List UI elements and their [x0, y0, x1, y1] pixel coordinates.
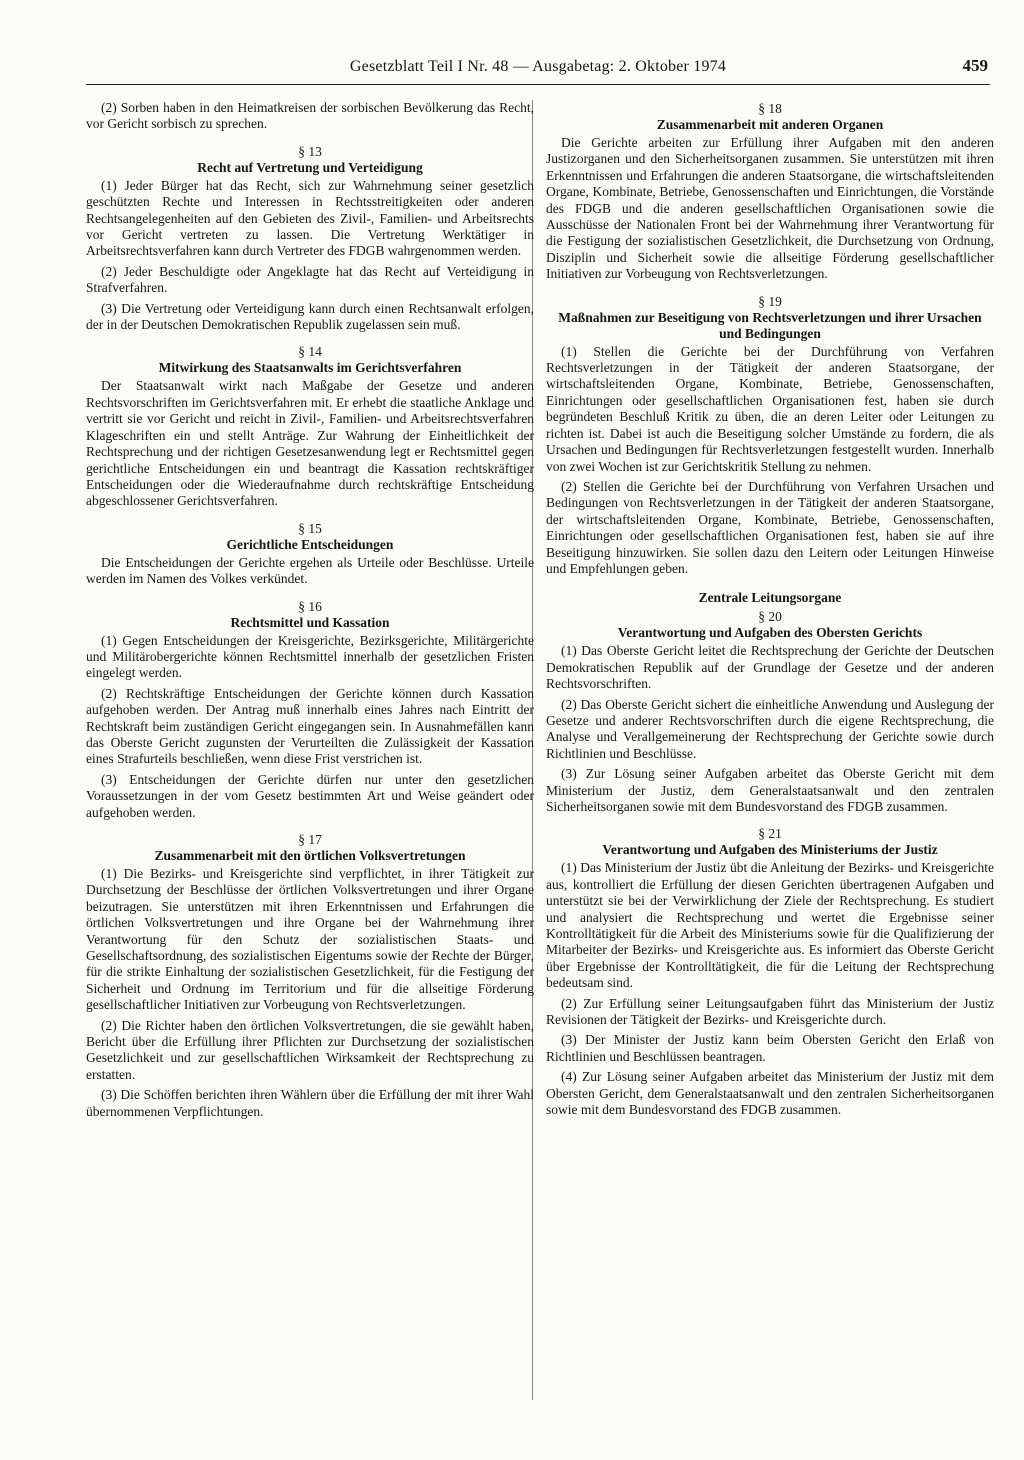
paragraph: Die Entscheidungen der Gerichte ergehen als Urteile oder Beschlüsse. Urteile werden im Namen des Volkes verkündet.: [86, 554, 534, 587]
paragraph: (2) Zur Erfüllung seiner Leitungsaufgaben führt das Ministerium der Justiz Revisionen der Tätigkeit der Bezirks- und Kreisgerichte durch.: [546, 995, 994, 1028]
section-number: § 18: [758, 101, 782, 116]
section-title: Verantwortung und Aufgaben des Obersten Gerichts: [617, 625, 923, 641]
paragraph: (2) Stellen die Gerichte bei der Durchführung von Verfahren Ursachen und Bedingungen von Rechtsverletzungen in der Tätigkeit der anderen Staatsorgane, der wirtschaftsleitenden Organe, Kombinate, Betriebe, Genossenschaften, Einrichtungen oder gesellschaftlichen Organisationen fest, haben sie auf ihre Beseitigung hinzuwirken. Sie sollen dazu den Leitern oder Leitungen Hinweise und Empfehlungen geben.: [546, 478, 994, 576]
section-title: Zusammenarbeit mit den örtlichen Volksvertretungen: [154, 848, 466, 863]
page-header: [86, 54, 990, 85]
section-number: § 19: [758, 293, 782, 309]
section-title: Rechtsmittel und Kassation: [230, 614, 390, 630]
left-column: [86, 100, 534, 1430]
paragraph: (1) Jeder Bürger hat das Recht, sich zur Wahrnehmung seiner gesetzlich geschützten Rechte und Interessen in Rechtsstreitigkeiten oder anderen Rechtsangelegenheiten auf den Gebieten des Zivil-, Familien- und Arbeitsrechts vor Gericht vertreten zu lassen. Die Vertretung Werktätiger in Arbeitsrechtsverfahren kann durch Vertreter des FDGB wahrgenommen werden.: [86, 177, 534, 259]
section-14-heading: [86, 343, 534, 376]
paragraph: (2) Die Richter haben den örtlichen Volksvertretungen, die sie gewählt haben, Bericht über die Erfüllung ihrer Pflichten zur Durchsetzung der sozialistischen Gesetzlichkeit und zur gesellschaftlichen Wirksamkeit der Rechtsprechung zu erstatten.: [86, 1017, 534, 1082]
paragraph: Die Gerichte arbeiten zur Erfüllung ihrer Aufgaben mit den anderen Justizorganen und den Sicherheitsorganen zusammen. Sie unterstützen mit ihren Erkenntnissen und Erfahrungen die anderen Staatsorgane, die wirtschaftsleitenden Organe, Kombinate, Betriebe, Genossenschaften und Einrichtungen, die Vorstände des FDGB und die anderen gesellschaftlichen Organisationen sowie die Ausschüsse der Nationalen Front bei der Wahrnehmung ihrer Verantwortung für die Festigung der sozialistischen Gesetzlichkeit, die Durchsetzung von Ordnung, Disziplin und Sicherheit sowie die allseitige Förderung gesellschaftlicher Initiativen zur Vorbeugung von Rechtsverletzungen.: [546, 135, 994, 282]
paragraph: (1) Gegen Entscheidungen der Kreisgerichte, Bezirksgerichte, Militärgerichte und Militärobergerichte können Rechtsmittel innerhalb der gesetzlichen Fristen eingelegt werden.: [86, 632, 534, 681]
paragraph: (3) Der Minister der Justiz kann beim Obersten Gericht den Erlaß von Richtlinien und Beschlüssen beantragen.: [546, 1032, 994, 1064]
section-number: § 20: [758, 609, 782, 625]
section-20-heading: [546, 608, 994, 641]
section-title: Verantwortung und Aufgaben des Ministeriums der Justiz: [602, 842, 938, 858]
page-number: 459: [962, 56, 988, 75]
section-title: Zusammenarbeit mit anderen Organen: [656, 117, 884, 132]
paragraph: (3) Entscheidungen der Gerichte dürfen nur unter den gesetzlichen Voraussetzungen in der vom Gesetz bestimmten Art und Weise geändert oder aufgehoben werden.: [86, 771, 534, 820]
section-17-heading: [86, 831, 534, 864]
paragraph: Der Staatsanwalt wirkt nach Maßgabe der Gesetze und anderen Rechtsvorschriften im Gerichtsverfahren mit. Er erhebt die staatliche Anklage und vertritt sie vor Gericht und reicht in Zivil-, Familien- und Arbeitsrechtsverfahren Klageschriften ein und stellt Anträge. Zur Wahrung der Einheitlichkeit der Rechtsprechung und der richtigen Gesetzesanwendung legt er Rechtsmittel gegen gerichtliche Entscheidungen ein und beantragt die Kassation rechtskräftiger Entscheidungen oder die Wiederaufnahme durch rechtskräftige Entscheidung abgeschlossener Gerichtsverfahren.: [86, 378, 534, 509]
section-title: Mitwirkung des Staatsanwalts im Gerichtsverfahren: [158, 360, 462, 376]
paragraph: (3) Die Vertretung oder Verteidigung kann durch einen Rechtsanwalt erfolgen, der in der Deutschen Demokratischen Republik zugelassen sein muß.: [86, 300, 534, 333]
section-number: § 15: [298, 520, 322, 536]
section-title: Gerichtliche Entscheidungen: [226, 536, 394, 552]
header-title: Gesetzblatt Teil I Nr. 48 — Ausgabetag: 2. Oktober 1974: [349, 58, 727, 75]
paragraph: (3) Die Schöffen berichten ihren Wählern über die Erfüllung der mit ihrer Wahl übernommenen Verpflichtungen.: [86, 1087, 534, 1119]
paragraph: (3) Zur Lösung seiner Aufgaben arbeitet das Oberste Gericht mit dem Ministerium der Justiz, dem Generalstaatsanwalt und den zentralen Sicherheitsorganen sowie mit dem Bundesvorstand des FDGB zusammen.: [546, 766, 994, 814]
section-number: § 17: [298, 832, 322, 847]
section-13-heading: [86, 143, 534, 176]
section-number: § 16: [298, 598, 322, 614]
section-21-heading: [546, 825, 994, 858]
section-number: § 13: [298, 143, 322, 159]
paragraph: (2) Das Oberste Gericht sichert die einheitliche Anwendung und Auslegung der Gesetze und anderer Rechtsvorschriften durch die eigene Rechtsprechung, die Analyse und Verallgemeinerung der Rechtsprechung der Gerichte sowie durch Richtlinien und Beschlüsse.: [546, 696, 994, 761]
section-title: Recht auf Vertretung und Verteidigung: [197, 159, 423, 175]
right-column: [546, 100, 994, 1430]
paragraph: (1) Das Ministerium der Justiz übt die Anleitung der Bezirks- und Kreisgerichte aus, kontrolliert die Erfüllung der diesen Gerichten übertragenen Aufgaben und unterstützt sie bei der Verwirklichung der Ziele der Rechtsprechung. Es studiert und analysiert die Rechtsprechung und wertet die Ergebnisse seiner Kontrolltätigkeit für die Arbeit des Ministeriums sowie für die Qualifizierung der Mitarbeiter der Bezirks- und Kreisgerichte aus. Es informiert das Oberste Gericht über Ergebnisse der Kontrolltätigkeit, die für die Leitung der Rechtsprechung bedeutsam sind.: [546, 860, 994, 991]
section-16-heading: [86, 598, 534, 631]
section-number: § 21: [758, 826, 782, 842]
group-title: Zentrale Leitungsorgane: [698, 590, 842, 606]
paragraph: (2) Jeder Beschuldigte oder Angeklagte hat das Recht auf Verteidigung in Strafverfahren.: [86, 263, 534, 296]
paragraph-12-2: (2) Sorben haben in den Heimatkreisen der sorbischen Bevölkerung das Recht, vor Gericht sorbisch zu sprechen.: [86, 100, 534, 132]
paragraph: (1) Stellen die Gerichte bei der Durchführung von Verfahren Rechtsverletzungen in der Tätigkeit der anderen Staatsorgane, der wirtschaftsleitenden Organe, Kombinate, Betriebe, Genossenschaften, Einrichtungen oder gesellschaftlichen Organisationen fest, haben sie durch begründeten Beschluß Kritik zu üben, die an deren Leiter oder Leitungen zu richten ist. Dabei ist auch die Beseitigung solcher Umstände zu fordern, die als Ursachen und Bedingungen für Rechtsverletzungen festgestellt wurden. Innerhalb von zwei Wochen ist zur Gerichtskritik Stellung zu nehmen.: [546, 343, 994, 474]
paragraph: (4) Zur Lösung seiner Aufgaben arbeitet das Ministerium der Justiz mit dem Obersten Gericht, dem Generalstaatsanwalt und den zentralen Sicherheitsorganen sowie mit dem Bundesvorstand des FDGB zusammen.: [546, 1069, 994, 1118]
section-title: Maßnahmen zur Beseitigung von Rechtsverletzungen und ihrer Ursachen und Bedingungen: [558, 309, 982, 341]
paragraph: (2) Rechtskräftige Entscheidungen der Gerichte können durch Kassation aufgehoben werden. Der Antrag muß innerhalb eines Jahres nach Eintritt der Rechtskraft beim zuständigen Gericht eingegangen sein. In Ausnahmefällen kann das Oberste Gericht zugunsten der Verurteilten die Zulässigkeit der Kassation eines Strafurteils beschließen, wenn diese Frist verstrichen ist.: [86, 685, 534, 767]
paragraph: (1) Die Bezirks- und Kreisgerichte sind verpflichtet, in ihrer Tätigkeit zur Durchsetzung der Beschlüsse der örtlichen Volksvertretungen und ihrer Organe beizutragen. Sie unterstützen mit ihren Erkenntnissen und Erfahrungen die örtlichen Volksvertretungen und ihre Organe bei der Wahrnehmung ihrer Verantwortung für den Schutz der sozialistischen Staats- und Gesellschaftsordnung, des sozialistischen Eigentums sowie der Rechte der Bürger, für die strikte Einhaltung der sozialistischen Gesetzlichkeit, für die Festigung der Sicherheit und Ordnung im Territorium und für die allseitige Förderung gesellschaftlicher Initiativen zur Vorbeugung von Rechtsverletzungen.: [86, 866, 534, 1013]
section-19-heading: [546, 293, 994, 342]
paragraph: (1) Das Oberste Gericht leitet die Rechtsprechung der Gerichte der Deutschen Demokratischen Republik auf der Grundlage der Gesetze und der anderen Rechtsvorschriften.: [546, 643, 994, 692]
section-number: § 14: [298, 344, 322, 360]
section-18-heading: [546, 100, 994, 133]
section-15-heading: [86, 520, 534, 553]
